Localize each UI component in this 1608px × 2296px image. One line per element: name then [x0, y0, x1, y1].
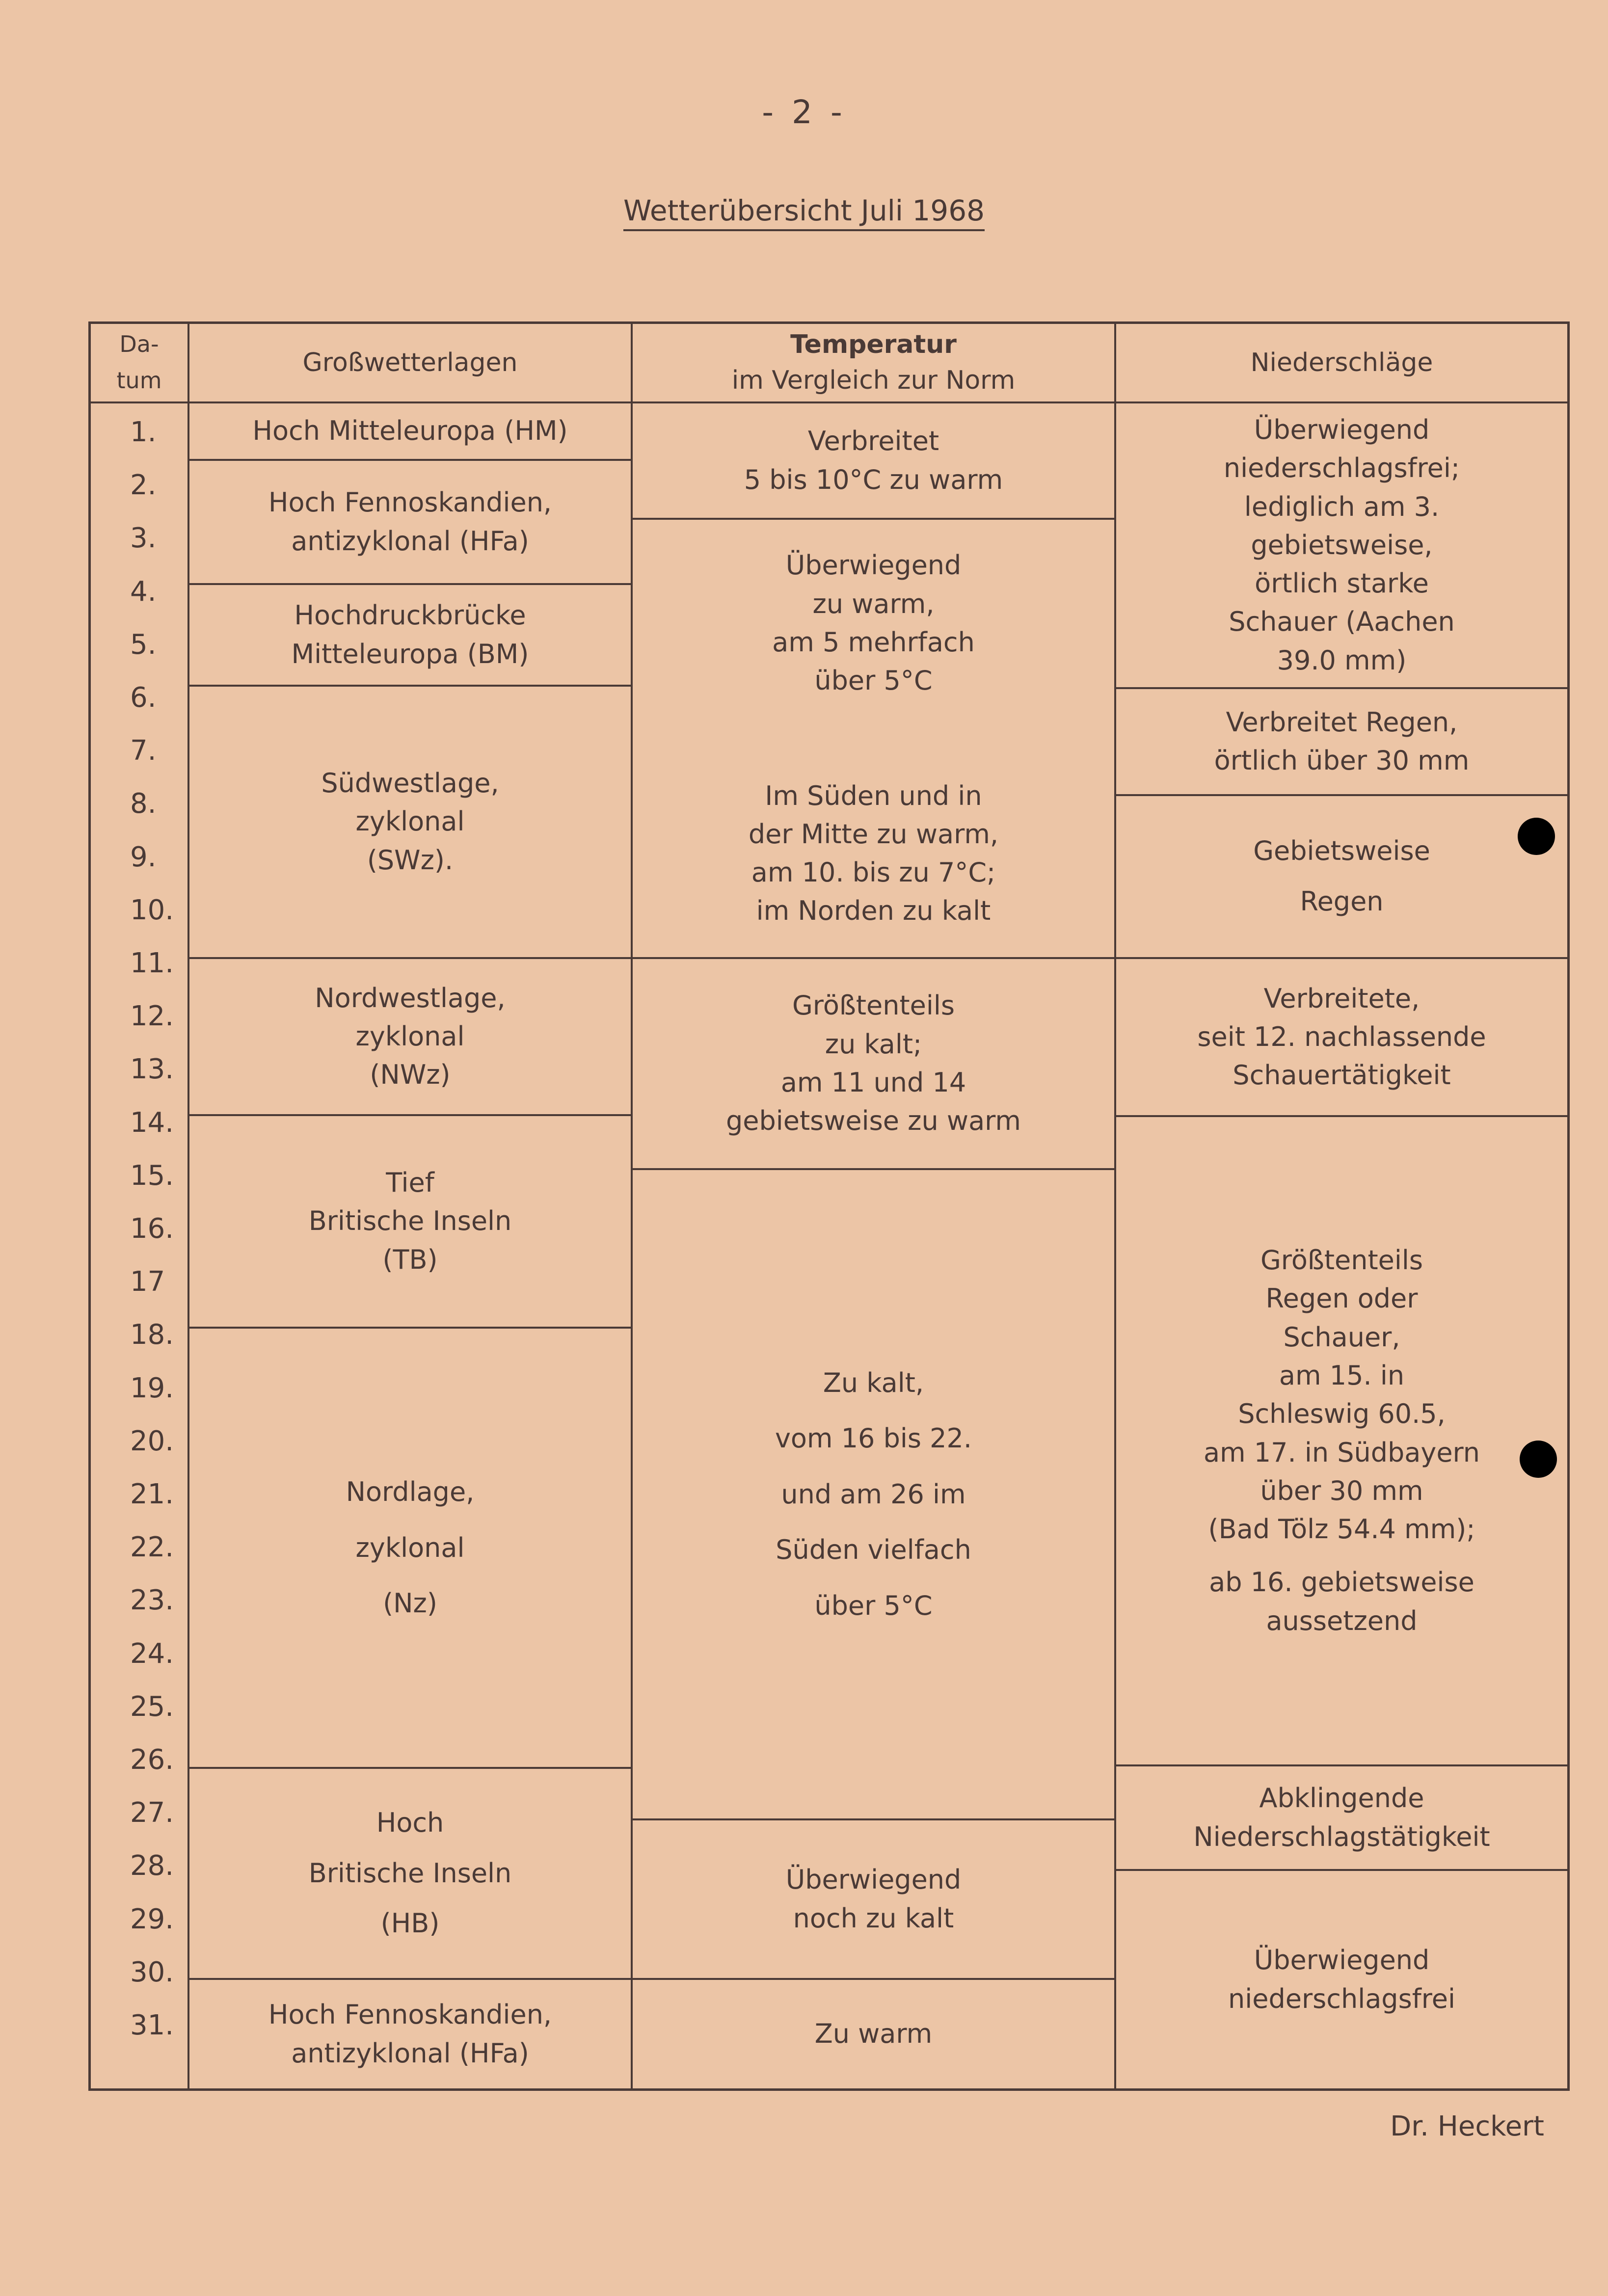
header-temperatur: [633, 324, 1114, 401]
wetterlage-cell-bm: [189, 585, 631, 685]
day-number: 6.: [130, 682, 157, 714]
header-datum-line2: tum: [116, 367, 162, 394]
cell-line: im Norden zu kalt: [756, 895, 991, 927]
cell-line: Nordlage,: [346, 1476, 475, 1508]
cell-line: gebietsweise zu warm: [725, 1105, 1021, 1137]
cell-line: der Mitte zu warm,: [748, 818, 999, 850]
cell-line: zu kalt;: [825, 1028, 922, 1060]
cell-line: (HB): [380, 1908, 440, 1939]
cell-line: (Nz): [383, 1588, 437, 1619]
cell-line: vom 16 bis 22.: [775, 1423, 972, 1454]
header-datum: [91, 324, 188, 401]
day-number: 25.: [130, 1690, 174, 1723]
cell-line: Verbreitet Regen,: [1226, 706, 1458, 738]
day-number: 16.: [130, 1213, 174, 1245]
cell-line: zyklonal: [355, 806, 465, 837]
day-number: 30.: [130, 1956, 174, 1988]
cell-line: Regen: [1300, 886, 1384, 917]
cell-line: Verbreitet: [807, 426, 939, 457]
cell-line: zyklonal: [355, 1020, 465, 1052]
wetterlage-cell-nwz: [189, 959, 631, 1114]
niederschlag-cell-6: [1116, 1766, 1567, 1869]
day-number: 26.: [130, 1744, 174, 1776]
page-title: [589, 194, 1019, 227]
cell-line: Schauertätigkeit: [1233, 1060, 1451, 1091]
cell-line: antizyklonal (HFa): [291, 2037, 529, 2069]
cell-line: Hoch Fennoskandien,: [268, 1999, 552, 2030]
cell-line: Tief: [386, 1167, 434, 1199]
cell-line: Überwiegend: [785, 1864, 962, 1896]
day-number: 11.: [130, 947, 174, 979]
cell-line: Nordwestlage,: [315, 982, 506, 1014]
wetterlage-cell-nz: [189, 1329, 631, 1767]
header-temperatur-title: Temperatur: [790, 330, 957, 360]
cell-line: Im Süden und in: [765, 780, 982, 811]
cell-line: Größtenteils: [792, 990, 955, 1021]
cell-line: Größtenteils: [1260, 1245, 1423, 1276]
cell-line: gebietsweise,: [1251, 529, 1433, 561]
cell-line: über 30 mm: [1260, 1475, 1423, 1506]
cell-line: Hoch Mitteleuropa (HM): [252, 415, 568, 447]
day-number: 2.: [130, 469, 157, 502]
wetterlage-cell-hb: [189, 1769, 631, 1978]
day-number: 5.: [130, 628, 157, 661]
day-number: 7.: [130, 735, 157, 767]
day-number: 22.: [130, 1531, 174, 1564]
cell-line: Südwestlage,: [321, 768, 499, 799]
day-number: 1.: [130, 416, 157, 448]
cell-line: zyklonal: [355, 1532, 465, 1563]
niederschlag-cell-7: [1116, 1871, 1567, 2088]
cell-line: über 5°C: [814, 1590, 933, 1621]
cell-line: Überwiegend: [1254, 1945, 1430, 1976]
niederschlag-cell-3: [1116, 796, 1567, 957]
day-number: 15.: [130, 1159, 174, 1192]
cell-line: (SWz).: [367, 844, 454, 876]
day-number: 23.: [130, 1584, 174, 1617]
punch-hole: [1518, 818, 1555, 855]
niederschlag-cell-2: [1116, 689, 1567, 794]
page-number: - 2 -: [762, 93, 846, 131]
title-text: Wetterübersicht Juli 1968: [623, 194, 985, 231]
temperatur-cell-6: [633, 1980, 1114, 2088]
header-wetterlagen: Großwetterlagen: [302, 347, 518, 377]
cell-line: Verbreitete,: [1263, 983, 1420, 1014]
cell-line: seit 12. nachlassende: [1197, 1021, 1486, 1052]
cell-line: am 10. bis zu 7°C;: [751, 857, 996, 888]
cell-line: Hoch Fennoskandien,: [268, 487, 552, 518]
cell-line: am 5 mehrfach: [772, 626, 975, 658]
day-number: 24.: [130, 1637, 174, 1670]
day-number: 20.: [130, 1425, 174, 1457]
cell-line: am 17. in Südbayern: [1203, 1437, 1480, 1468]
cell-line: Schauer,: [1283, 1321, 1400, 1353]
day-number: 19.: [130, 1372, 174, 1404]
cell-line: aussetzend: [1266, 1605, 1418, 1636]
cell-line: Überwiegend: [1254, 414, 1430, 445]
cell-line: Hochdruckbrücke: [294, 600, 526, 631]
day-number: 18.: [130, 1319, 174, 1351]
cell-line: Abklingende: [1259, 1783, 1424, 1814]
cell-line: Überwiegend: [785, 550, 962, 581]
day-number: 9.: [130, 841, 157, 873]
day-number: 17: [130, 1266, 165, 1298]
temperatur-cell-4: [633, 1170, 1114, 1818]
wetterlage-cell-hfa-2: [189, 1980, 631, 2088]
cell-line: Schauer (Aachen: [1229, 606, 1455, 638]
cell-line: noch zu kalt: [793, 1902, 954, 1934]
signature: Dr. Heckert: [1390, 2110, 1544, 2142]
cell-line: Schleswig 60.5,: [1238, 1398, 1446, 1430]
cell-line: örtlich starke: [1255, 568, 1429, 599]
niederschlag-cell-1: [1116, 403, 1567, 687]
header-niederschlaege: Niederschläge: [1250, 347, 1433, 377]
cell-line: Zu warm: [814, 2018, 933, 2050]
day-number: 8.: [130, 788, 157, 820]
wetterlage-cell-hm: [189, 403, 631, 459]
day-number: 28.: [130, 1850, 174, 1882]
cell-line: am 15. in: [1279, 1360, 1405, 1391]
wetterlage-cell-swz: [189, 687, 631, 957]
cell-line: Britische Inseln: [308, 1857, 512, 1889]
cell-line: ab 16. gebietsweise: [1209, 1567, 1474, 1598]
temperatur-cell-3: [633, 959, 1114, 1168]
day-number: 21.: [130, 1478, 174, 1510]
cell-line: (NWz): [370, 1059, 451, 1091]
cell-line: über 5°C: [814, 665, 933, 696]
day-number: 4.: [130, 575, 157, 608]
cell-line: Niederschlagstätigkeit: [1193, 1821, 1490, 1852]
day-number: 12.: [130, 1000, 174, 1033]
cell-line: örtlich über 30 mm: [1214, 745, 1470, 776]
day-number: 27.: [130, 1797, 174, 1829]
cell-line: Regen oder: [1265, 1283, 1418, 1314]
cell-line: (Bad Tölz 54.4 mm);: [1208, 1514, 1475, 1545]
header-temperatur-sub: im Vergleich zur Norm: [731, 366, 1016, 395]
day-number: 10.: [130, 894, 174, 926]
wetterlage-cell-hfa: [189, 461, 631, 583]
cell-line: niederschlagsfrei;: [1223, 453, 1460, 484]
cell-line: Mitteleuropa (BM): [291, 638, 529, 669]
niederschlag-cell-5: [1116, 1117, 1567, 1764]
header-datum-line1: Da-: [119, 331, 159, 358]
day-number: 13.: [130, 1053, 174, 1086]
cell-line: antizyklonal (HFa): [291, 525, 529, 557]
punch-hole: [1520, 1441, 1557, 1478]
cell-line: 39.0 mm): [1277, 644, 1407, 676]
cell-line: am 11 und 14: [780, 1067, 966, 1098]
cell-line: lediglich am 3.: [1244, 491, 1440, 522]
cell-line: Süden vielfach: [776, 1534, 971, 1566]
cell-line: Britische Inseln: [308, 1205, 512, 1237]
day-number: 14.: [130, 1106, 174, 1139]
cell-line: Gebietsweise: [1253, 835, 1430, 867]
cell-line: Zu kalt,: [823, 1367, 924, 1399]
cell-line: zu warm,: [812, 588, 935, 619]
cell-line: (TB): [382, 1244, 438, 1275]
temperatur-cell-1: [633, 403, 1114, 518]
day-number: 3.: [130, 522, 157, 555]
niederschlag-cell-4: [1116, 959, 1567, 1115]
temperatur-cell-5: [633, 1820, 1114, 1978]
wetterlage-cell-tb: [189, 1116, 631, 1327]
temperatur-cell-2: [633, 520, 1114, 957]
day-number: 31.: [130, 2009, 174, 2041]
day-number: 29.: [130, 1903, 174, 1935]
cell-line: niederschlagsfrei: [1228, 1983, 1455, 2014]
cell-line: Hoch: [376, 1807, 444, 1839]
cell-line: und am 26 im: [781, 1478, 966, 1510]
cell-line: 5 bis 10°C zu warm: [744, 464, 1003, 495]
